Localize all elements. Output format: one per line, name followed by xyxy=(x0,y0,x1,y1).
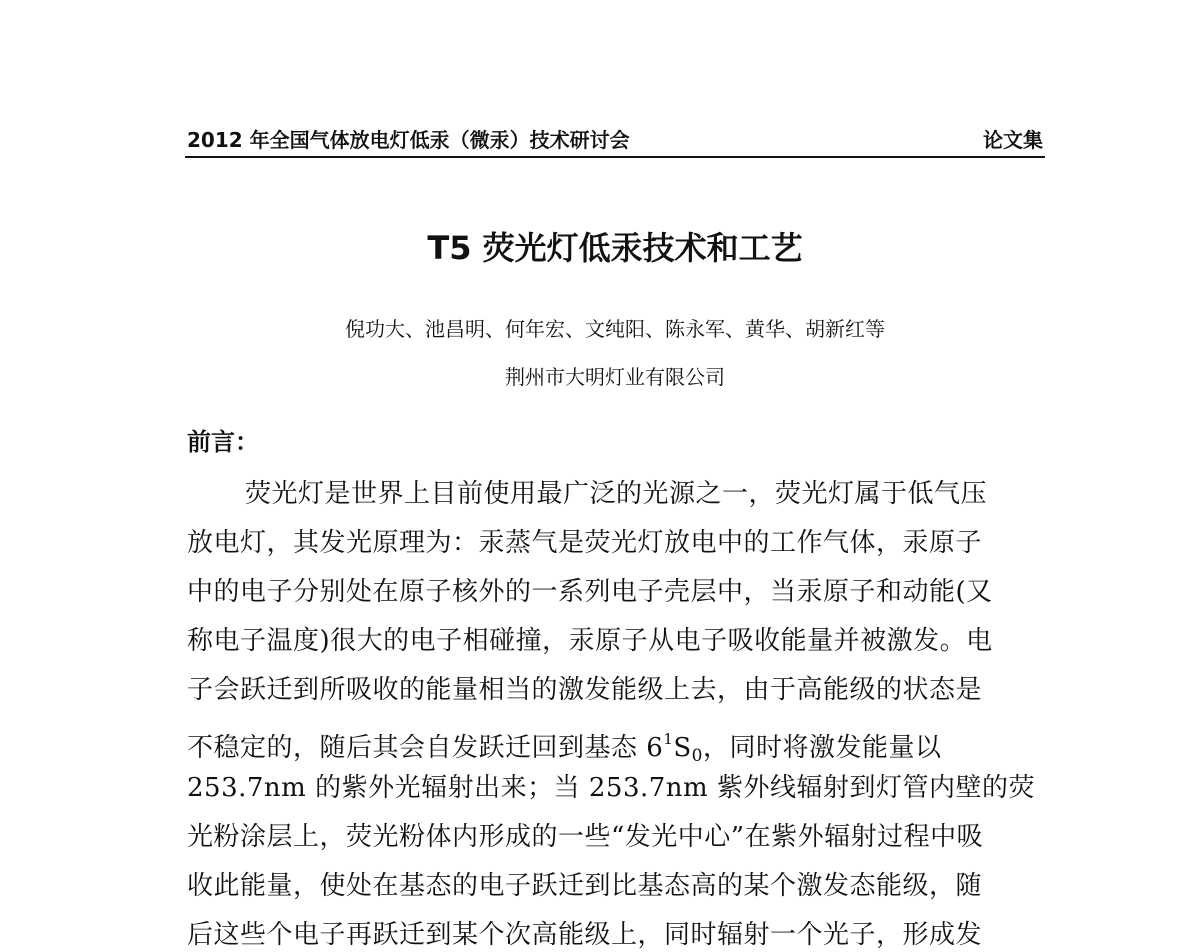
paragraph-line: 放电灯，其发光原理为：汞蒸气是荧光灯放电中的工作气体，汞原子 xyxy=(187,528,983,558)
line-text: ，同时将激发能量以 xyxy=(703,733,942,763)
paragraph-line xyxy=(187,719,942,766)
paragraph-line: 253.7nm 的紫外光辐射出来；当 253.7nm 紫外线辐射到灯管内壁的荧 xyxy=(187,773,1035,803)
paragraph-line: 后这些个电子再跃迁到某个次高能级上，同时辐射一个光子，形成发 xyxy=(187,920,983,950)
header-rule xyxy=(185,156,1045,158)
conference-name: 2012 年全国气体放电灯低汞（微汞）技术研讨会 xyxy=(187,128,630,152)
paragraph-line: 中的电子分别处在原子核外的一系列电子壳层中，当汞原子和动能(又 xyxy=(187,577,993,607)
superscript: 1 xyxy=(663,730,674,748)
paragraph-line: 光粉涂层上，荧光粉体内形成的一些“发光中心”在紫外辐射过程中吸 xyxy=(187,822,984,852)
paragraph-line: 收此能量，使处在基态的电子跃迁到比基态高的某个激发态能级，随 xyxy=(187,871,983,901)
affiliation: 荆州市大明灯业有限公司 xyxy=(505,365,725,389)
paragraph-line: 子会跃迁到所吸收的能量相当的激发能级上去，由于高能级的状态是 xyxy=(187,675,983,705)
line-text: 不稳定的，随后其会自发跃迁回到基态 6 xyxy=(187,733,664,763)
paragraph-line: 称电子温度)很大的电子相碰撞，汞原子从电子吸收能量并被激发。电 xyxy=(187,626,993,656)
author-list: 倪功大、池昌明、何年宏、文纯阳、陈永军、黄华、胡新红等 xyxy=(345,317,885,341)
subscript: 0 xyxy=(691,746,703,766)
proceedings-label: 论文集 xyxy=(983,128,1043,152)
term-symbol: S xyxy=(673,733,692,763)
paper-title: T5 荧光灯低汞技术和工艺 xyxy=(427,229,803,267)
running-header xyxy=(185,126,1045,154)
paragraph-line: 荧光灯是世界上目前使用最广泛的光源之一，荧光灯属于低气压 xyxy=(245,479,988,509)
section-heading: 前言： xyxy=(187,428,259,456)
